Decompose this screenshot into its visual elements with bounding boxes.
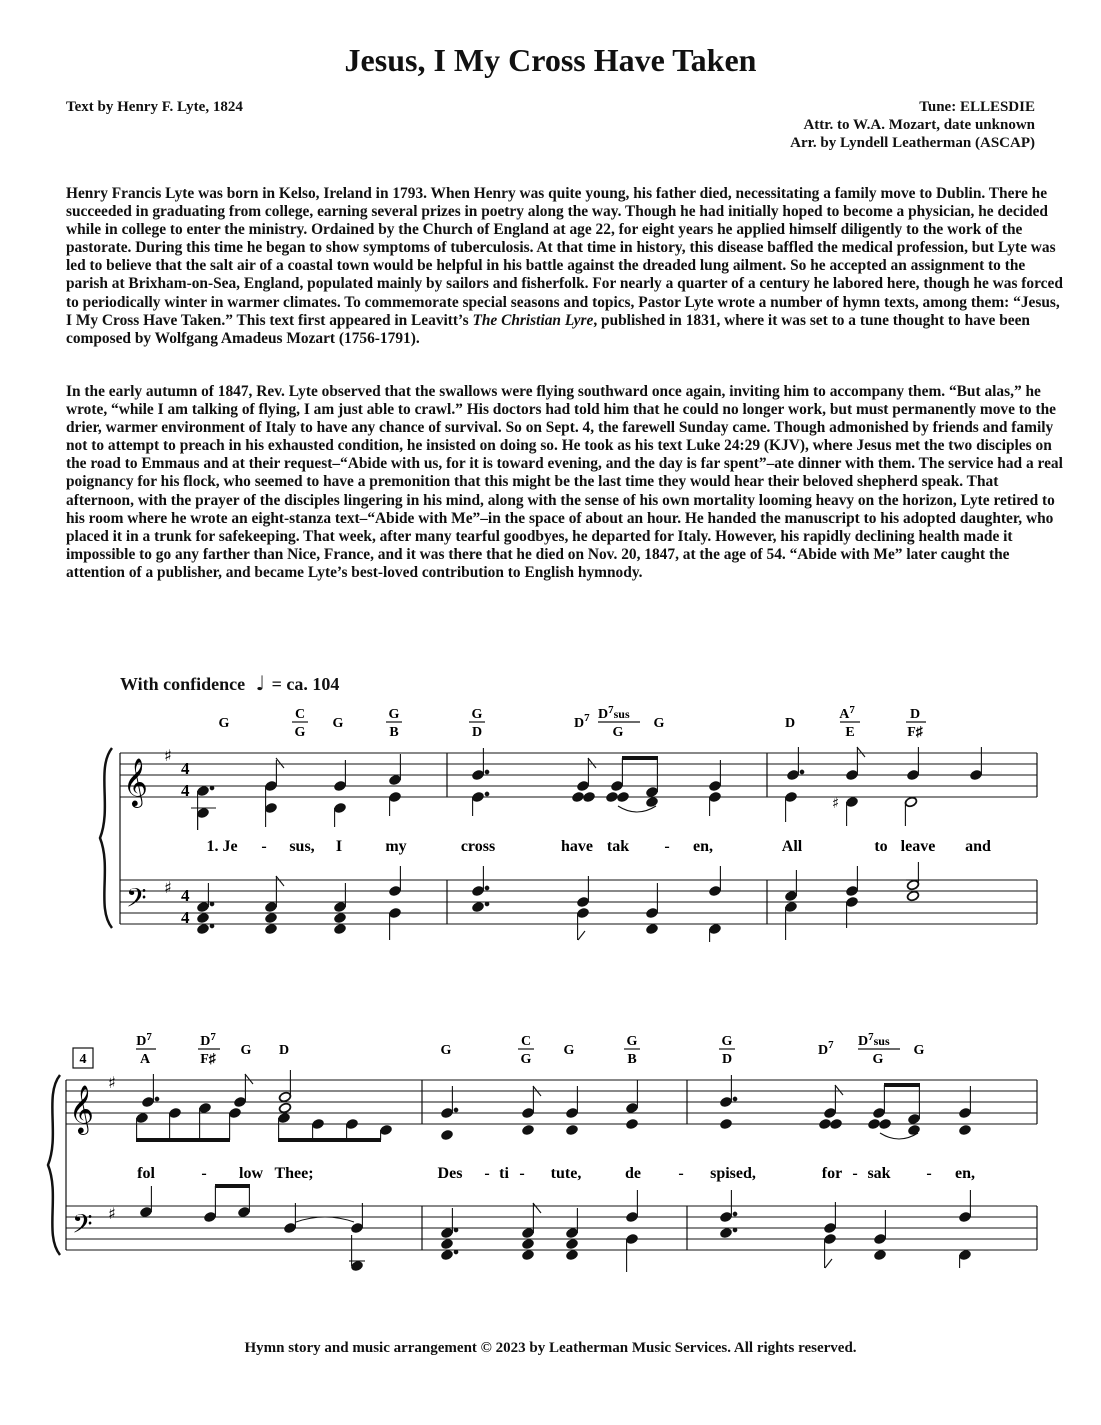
chord-top: C bbox=[294, 707, 306, 722]
chord-symbol: G bbox=[563, 1043, 575, 1058]
svg-text:C: C bbox=[520, 1034, 532, 1049]
svg-text:F♯: F♯ bbox=[200, 1052, 216, 1067]
svg-text:cross: cross bbox=[460, 838, 496, 855]
chord-symbol bbox=[292, 707, 308, 740]
svg-text:B: B bbox=[389, 725, 399, 740]
svg-text:to: to bbox=[874, 838, 888, 855]
lyrics-line-1 bbox=[206, 838, 991, 855]
svg-text:en,: en, bbox=[955, 1165, 975, 1182]
story-paragraph-2: In the early autumn of 1847, Rev. Lyte observed that the swallows were flying southward once again, inviting him to accompany them. “But alas,” he wrote, “while I am talking of flying, I am just able to crawl.” His doctors had told him that he could no longer work, but must permanently move to the drier, warmer environment of Italy to have any chance of survival. So on Sept. 4, the farewell Sunday came. Though admonished by friends and family not to attempt to preach in his exhausted condition, he insisted on doing so. He took as his text Luke 24:29 (KJV), where Jesus met the two disciples on the road to Emmaus and at their request–“Abide with us, for it is toward evening, and the day is far spent”–ate dinner with them. The service had a real poignancy for his flock, who seemed to have a premonition that this might be the last time they would hear their beloved shepherd speak. That afternoon, with the prayer of the disciples lingering in his mind, along with the sense of his own mortality looming heavy on the horizon, Lyte retired to his room where he wrote an eight-stanza text–“Abide with Me”–in the space of about an hour. He handed the manuscript to his adopted daughter, who placed it in a trunk for safekeeping. That week, after many tearful goodbyes, he departed for Italy. However, his rapidly declining health made it impossible to go any farther than Nice, France, and it was there that he died on Nov. 20, 1847, at the age of 54. “Abide with Me” later caught the attention of a publisher, and became Lyte’s best-loved contribution to English hymnody. bbox=[66, 383, 1063, 581]
chord-symbol: G bbox=[240, 1043, 252, 1058]
svg-text:sus,: sus, bbox=[289, 838, 315, 855]
chord-symbol bbox=[518, 1034, 534, 1067]
sharp-key-icon: ♯ bbox=[108, 1204, 116, 1223]
time-signature bbox=[181, 759, 190, 927]
svg-text:4: 4 bbox=[181, 781, 190, 800]
sharp-key-icon: ♯ bbox=[108, 1073, 116, 1092]
quarter-note-icon: ♩ bbox=[255, 671, 266, 695]
chord-symbol bbox=[198, 1031, 220, 1067]
svg-text:4: 4 bbox=[181, 908, 190, 927]
svg-text:fol: fol bbox=[137, 1165, 155, 1182]
svg-text:G: G bbox=[388, 707, 400, 722]
svg-text:have: have bbox=[561, 838, 593, 855]
system-1 bbox=[100, 704, 1037, 942]
svg-text:tute,: tute, bbox=[550, 1165, 582, 1182]
svg-text:my: my bbox=[385, 838, 407, 855]
chord-symbol: D bbox=[784, 716, 796, 731]
treble-notes bbox=[136, 1070, 972, 1141]
svg-text:Thee;: Thee; bbox=[274, 1165, 314, 1182]
chord-symbol bbox=[386, 707, 402, 740]
svg-text:B: B bbox=[627, 1052, 637, 1067]
story-p1-text-b: , published in 1831, where it was set to a tune thought to have been composed by Wolfgang Amadeus Mozart (1756-1791). bbox=[66, 311, 1030, 347]
svg-text:-: - bbox=[261, 838, 267, 855]
tune-name: Tune: ELLESDIE bbox=[919, 99, 1035, 115]
svg-text:G: G bbox=[612, 725, 624, 740]
svg-text:4: 4 bbox=[181, 759, 190, 778]
svg-text:spised,: spised, bbox=[710, 1165, 756, 1182]
svg-text:A7: $A^7$ bbox=[839, 704, 855, 722]
chord-symbol: G bbox=[440, 1043, 452, 1058]
treble-notes bbox=[191, 747, 982, 830]
svg-text:F♯: F♯ bbox=[907, 725, 923, 740]
copyright-footer: Hymn story and music arrangement © 2023 by Leatherman Music Services. All rights reserved. bbox=[244, 1340, 857, 1356]
chord-symbol bbox=[906, 707, 926, 740]
svg-text:Des: Des bbox=[437, 1165, 463, 1182]
svg-text:-: - bbox=[678, 1165, 684, 1182]
lyrics-line-2 bbox=[137, 1165, 975, 1182]
treble-staff bbox=[120, 753, 1037, 797]
svg-text:♯: ♯ bbox=[832, 794, 840, 812]
svg-text:-: - bbox=[484, 1165, 490, 1182]
svg-text:E: E bbox=[845, 725, 855, 740]
arranger-credit: Arr. by Lyndell Leatherman (ASCAP) bbox=[790, 135, 1035, 151]
svg-text:D: D bbox=[909, 707, 921, 722]
svg-text:I: I bbox=[335, 838, 343, 855]
bass-notes bbox=[140, 1186, 972, 1272]
svg-text:-: - bbox=[201, 1165, 207, 1182]
treble-clef-icon: 𝄞 bbox=[69, 1084, 94, 1133]
chord-symbol bbox=[469, 707, 485, 740]
svg-text:D7sus: $D^7sus$ bbox=[598, 704, 630, 722]
chord-symbol: G bbox=[653, 716, 665, 731]
brace bbox=[48, 1075, 60, 1255]
story-p1-text-a: Henry Francis Lyte was born in Kelso, Ireland in 1793. When Henry was quite young, his father died, necessitating a family move to Dublin. There he succeeded in graduating from college, earning several prizes in poetry along the way. Though he had initially hoped to become a physician, he decided while in college to enter the ministry. Ordained by the Church of England at age 22, for eight years he applied himself diligently to the work of the pastorate. During this time he began to show symptoms of tuberculosis. At that time in history, this disease baffled the medical profession, but Lyte was led to believe that the salt air of a coastal town would be helpful in his battle against the dreaded lung ailment. So he accepted an assignment to the parish at Brixham-on-Sea, England, populated mainly by sailors and fisherfolk. For nearly a quarter of a century he labored here, though he was forced to periodically winter in warmer climates. To commemorate special seasons and topics, Pastor Lyte wrote a number of hymn texts, among them: “Jesus, I My Cross Have Taken.” This text first appeared in Leavitt’s bbox=[66, 185, 1063, 329]
svg-text:for: for bbox=[821, 1165, 843, 1182]
svg-text:and: and bbox=[965, 838, 991, 855]
chord-symbol bbox=[839, 704, 860, 740]
chord-symbol bbox=[624, 1034, 640, 1067]
svg-text:D: D bbox=[471, 725, 483, 740]
svg-text:sak: sak bbox=[867, 1165, 891, 1182]
chord-bass: G bbox=[294, 725, 306, 740]
chord-symbol: $D^7$ bbox=[574, 712, 590, 731]
svg-text:G: G bbox=[520, 1052, 532, 1067]
svg-text:D7: $D^7$ bbox=[200, 1031, 216, 1049]
hymn-title: Jesus, I My Cross Have Taken bbox=[344, 42, 757, 78]
chord-symbol bbox=[598, 704, 640, 740]
brace bbox=[100, 748, 112, 928]
chord-symbol: G bbox=[913, 1043, 925, 1058]
svg-text:G: G bbox=[721, 1034, 733, 1049]
chord-symbol: $D^7$ bbox=[818, 1039, 834, 1058]
chord-symbol: G bbox=[218, 716, 230, 731]
chord-symbol bbox=[719, 1034, 735, 1067]
text-credit: Text by Henry F. Lyte, 1824 bbox=[66, 99, 243, 115]
svg-text:-: - bbox=[926, 1165, 932, 1182]
bass-clef-icon: 𝄢 bbox=[126, 882, 147, 920]
svg-text:tak: tak bbox=[606, 838, 630, 855]
chord-symbol: G bbox=[332, 716, 344, 731]
svg-text:de: de bbox=[625, 1165, 641, 1182]
chord-symbol bbox=[136, 1031, 156, 1067]
svg-text:-: - bbox=[852, 1165, 858, 1182]
svg-text:G: G bbox=[872, 1052, 884, 1067]
measure-number: 4 bbox=[79, 1052, 87, 1067]
svg-text:A: A bbox=[139, 1052, 151, 1067]
bass-clef-icon: 𝄢 bbox=[72, 1208, 93, 1246]
svg-text:en,: en, bbox=[693, 838, 713, 855]
svg-text:-: - bbox=[664, 838, 670, 855]
svg-text:D7: $D^7$ bbox=[136, 1031, 152, 1049]
svg-text:4: 4 bbox=[181, 886, 190, 905]
svg-text:-: - bbox=[519, 1165, 525, 1182]
chord-symbol: D bbox=[278, 1043, 290, 1058]
svg-text:All: All bbox=[781, 838, 803, 855]
svg-text:1. Je: 1. Je bbox=[206, 838, 238, 855]
svg-text:low: low bbox=[239, 1165, 263, 1182]
svg-text:ti: ti bbox=[499, 1165, 509, 1182]
svg-text:G: G bbox=[471, 707, 483, 722]
sharp-key-icon: ♯ bbox=[164, 878, 172, 897]
tempo-text: With confidence bbox=[120, 674, 246, 694]
sharp-key-icon: ♯ bbox=[164, 746, 172, 765]
story-p1-book-title: The Christian Lyre bbox=[472, 311, 594, 329]
tempo-value: = ca. 104 bbox=[271, 674, 340, 694]
system-2 bbox=[48, 1031, 1037, 1272]
svg-text:D: D bbox=[721, 1052, 733, 1067]
tune-attribution: Attr. to W.A. Mozart, date unknown bbox=[803, 117, 1035, 133]
chord-symbol bbox=[858, 1031, 900, 1067]
treble-clef-icon: 𝄞 bbox=[123, 757, 148, 806]
svg-text:leave: leave bbox=[900, 838, 936, 855]
svg-text:G: G bbox=[626, 1034, 638, 1049]
svg-text:D7sus: $D^7sus$ bbox=[858, 1031, 890, 1049]
